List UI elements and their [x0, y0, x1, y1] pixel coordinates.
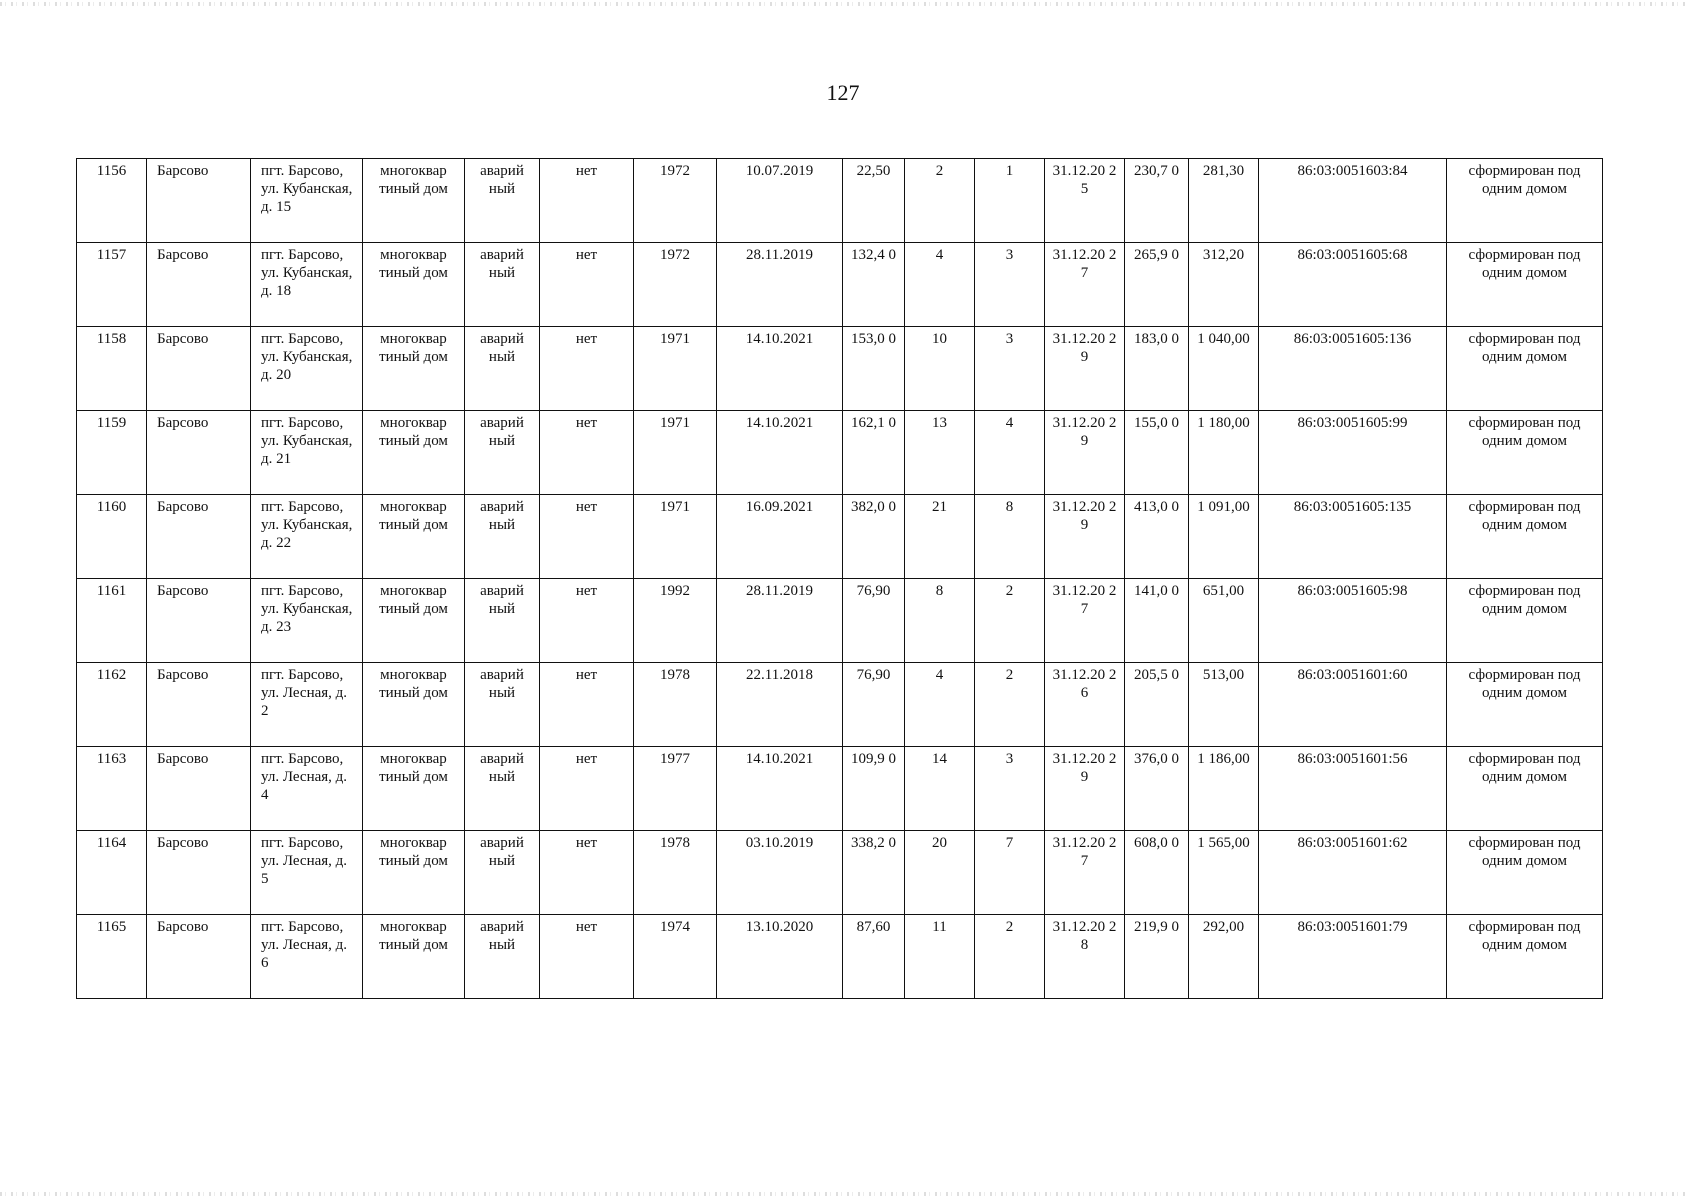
- cell-flag: нет: [540, 747, 634, 831]
- cell-residents: 11: [905, 915, 975, 999]
- cell-address: пгт. Барсово, ул. Кубанская, д. 22: [251, 495, 363, 579]
- table-row: [77, 747, 1603, 831]
- table-row: [77, 915, 1603, 999]
- cell-settlement: Барсово: [147, 579, 251, 663]
- cell-apartments: 3: [975, 747, 1045, 831]
- cell-record-number: 1159: [77, 411, 147, 495]
- cell-building-type: многоквар тиный дом: [363, 747, 465, 831]
- table-row: [77, 243, 1603, 327]
- cell-residents: 8: [905, 579, 975, 663]
- cell-land-status: сформирован под одним домом: [1447, 747, 1603, 831]
- cell-cadastral-number: 86:03:0051605:135: [1259, 495, 1447, 579]
- cell-cost: 513,00: [1189, 663, 1259, 747]
- cell-building-type: многоквар тиный дом: [363, 915, 465, 999]
- cell-address: пгт. Барсово, ул. Лесная, д. 6: [251, 915, 363, 999]
- cell-residents: 10: [905, 327, 975, 411]
- cell-condition: аварий ный: [465, 747, 540, 831]
- cell-land-status: сформирован под одним домом: [1447, 243, 1603, 327]
- table-row: [77, 831, 1603, 915]
- cell-decision-date: 14.10.2021: [717, 411, 843, 495]
- cell-area: 153,0 0: [843, 327, 905, 411]
- cell-flag: нет: [540, 915, 634, 999]
- cell-apartments: 2: [975, 579, 1045, 663]
- cell-apartments: 4: [975, 411, 1045, 495]
- cell-area: 132,4 0: [843, 243, 905, 327]
- cell-land-status: сформирован под одним домом: [1447, 327, 1603, 411]
- cell-deadline: 31.12.20 25: [1045, 159, 1125, 243]
- cell-apartments: 7: [975, 831, 1045, 915]
- cell-condition: аварий ный: [465, 915, 540, 999]
- cell-deadline: 31.12.20 29: [1045, 495, 1125, 579]
- cell-area-total: 141,0 0: [1125, 579, 1189, 663]
- cell-land-status: сформирован под одним домом: [1447, 495, 1603, 579]
- table-row: [77, 159, 1603, 243]
- cell-apartments: 3: [975, 243, 1045, 327]
- cell-building-type: многоквар тиный дом: [363, 159, 465, 243]
- cell-settlement: Барсово: [147, 495, 251, 579]
- cell-address: пгт. Барсово, ул. Кубанская, д. 20: [251, 327, 363, 411]
- cell-apartments: 3: [975, 327, 1045, 411]
- cell-settlement: Барсово: [147, 831, 251, 915]
- cell-record-number: 1165: [77, 915, 147, 999]
- cell-build-year: 1974: [634, 915, 717, 999]
- cell-deadline: 31.12.20 27: [1045, 579, 1125, 663]
- cell-build-year: 1992: [634, 579, 717, 663]
- cell-condition: аварий ный: [465, 663, 540, 747]
- cell-decision-date: 14.10.2021: [717, 327, 843, 411]
- table-row: [77, 663, 1603, 747]
- cell-cost: 1 040,00: [1189, 327, 1259, 411]
- cell-area: 382,0 0: [843, 495, 905, 579]
- cell-area-total: 155,0 0: [1125, 411, 1189, 495]
- cell-settlement: Барсово: [147, 159, 251, 243]
- cell-area-total: 376,0 0: [1125, 747, 1189, 831]
- cell-building-type: многоквар тиный дом: [363, 495, 465, 579]
- cell-settlement: Барсово: [147, 915, 251, 999]
- cell-settlement: Барсово: [147, 663, 251, 747]
- cell-flag: нет: [540, 495, 634, 579]
- cell-flag: нет: [540, 831, 634, 915]
- cell-area-total: 205,5 0: [1125, 663, 1189, 747]
- cell-settlement: Барсово: [147, 243, 251, 327]
- cell-land-status: сформирован под одним домом: [1447, 159, 1603, 243]
- cell-area: 338,2 0: [843, 831, 905, 915]
- registry-body: [77, 159, 1603, 999]
- cell-building-type: многоквар тиный дом: [363, 831, 465, 915]
- cell-condition: аварий ный: [465, 495, 540, 579]
- cell-cadastral-number: 86:03:0051605:99: [1259, 411, 1447, 495]
- cell-deadline: 31.12.20 26: [1045, 663, 1125, 747]
- cell-area-total: 265,9 0: [1125, 243, 1189, 327]
- cell-cadastral-number: 86:03:0051601:60: [1259, 663, 1447, 747]
- cell-flag: нет: [540, 411, 634, 495]
- cell-record-number: 1157: [77, 243, 147, 327]
- cell-area: 22,50: [843, 159, 905, 243]
- cell-build-year: 1972: [634, 243, 717, 327]
- cell-area-total: 219,9 0: [1125, 915, 1189, 999]
- cell-record-number: 1162: [77, 663, 147, 747]
- cell-area-total: 230,7 0: [1125, 159, 1189, 243]
- cell-cadastral-number: 86:03:0051601:56: [1259, 747, 1447, 831]
- cell-address: пгт. Барсово, ул. Лесная, д. 4: [251, 747, 363, 831]
- cell-cost: 312,20: [1189, 243, 1259, 327]
- cell-residents: 14: [905, 747, 975, 831]
- cell-area: 87,60: [843, 915, 905, 999]
- cell-deadline: 31.12.20 29: [1045, 327, 1125, 411]
- cell-record-number: 1164: [77, 831, 147, 915]
- cell-residents: 2: [905, 159, 975, 243]
- cell-land-status: сформирован под одним домом: [1447, 579, 1603, 663]
- cell-land-status: сформирован под одним домом: [1447, 663, 1603, 747]
- cell-decision-date: 13.10.2020: [717, 915, 843, 999]
- cell-settlement: Барсово: [147, 747, 251, 831]
- cell-flag: нет: [540, 243, 634, 327]
- cell-decision-date: 28.11.2019: [717, 579, 843, 663]
- cell-flag: нет: [540, 159, 634, 243]
- cell-cadastral-number: 86:03:0051605:136: [1259, 327, 1447, 411]
- cell-land-status: сформирован под одним домом: [1447, 915, 1603, 999]
- cell-decision-date: 14.10.2021: [717, 747, 843, 831]
- cell-area-total: 608,0 0: [1125, 831, 1189, 915]
- cell-condition: аварий ный: [465, 159, 540, 243]
- cell-residents: 20: [905, 831, 975, 915]
- cell-record-number: 1158: [77, 327, 147, 411]
- cell-residents: 4: [905, 663, 975, 747]
- cell-cost: 1 091,00: [1189, 495, 1259, 579]
- cell-address: пгт. Барсово, ул. Кубанская, д. 15: [251, 159, 363, 243]
- cell-decision-date: 22.11.2018: [717, 663, 843, 747]
- cell-cost: 292,00: [1189, 915, 1259, 999]
- cell-deadline: 31.12.20 29: [1045, 747, 1125, 831]
- cell-building-type: многоквар тиный дом: [363, 579, 465, 663]
- cell-building-type: многоквар тиный дом: [363, 327, 465, 411]
- cell-apartments: 2: [975, 663, 1045, 747]
- cell-decision-date: 03.10.2019: [717, 831, 843, 915]
- cell-cadastral-number: 86:03:0051601:79: [1259, 915, 1447, 999]
- cell-cadastral-number: 86:03:0051605:68: [1259, 243, 1447, 327]
- cell-record-number: 1156: [77, 159, 147, 243]
- cell-residents: 13: [905, 411, 975, 495]
- cell-flag: нет: [540, 327, 634, 411]
- cell-residents: 4: [905, 243, 975, 327]
- cell-build-year: 1977: [634, 747, 717, 831]
- cell-land-status: сформирован под одним домом: [1447, 831, 1603, 915]
- cell-decision-date: 16.09.2021: [717, 495, 843, 579]
- cell-record-number: 1160: [77, 495, 147, 579]
- scan-noise-top: [0, 2, 1686, 6]
- cell-apartments: 2: [975, 915, 1045, 999]
- cell-deadline: 31.12.20 27: [1045, 831, 1125, 915]
- cell-deadline: 31.12.20 27: [1045, 243, 1125, 327]
- cell-cadastral-number: 86:03:0051605:98: [1259, 579, 1447, 663]
- cell-condition: аварий ный: [465, 327, 540, 411]
- table-row: [77, 327, 1603, 411]
- cell-build-year: 1971: [634, 411, 717, 495]
- cell-building-type: многоквар тиный дом: [363, 411, 465, 495]
- cell-condition: аварий ный: [465, 243, 540, 327]
- cell-build-year: 1978: [634, 831, 717, 915]
- cell-area: 76,90: [843, 663, 905, 747]
- cell-address: пгт. Барсово, ул. Кубанская, д. 23: [251, 579, 363, 663]
- cell-address: пгт. Барсово, ул. Лесная, д. 5: [251, 831, 363, 915]
- cell-cadastral-number: 86:03:0051603:84: [1259, 159, 1447, 243]
- cell-decision-date: 28.11.2019: [717, 243, 843, 327]
- cell-cost: 1 565,00: [1189, 831, 1259, 915]
- cell-flag: нет: [540, 663, 634, 747]
- cell-build-year: 1971: [634, 327, 717, 411]
- cell-cost: 1 186,00: [1189, 747, 1259, 831]
- cell-condition: аварий ный: [465, 411, 540, 495]
- cell-land-status: сформирован под одним домом: [1447, 411, 1603, 495]
- cell-apartments: 8: [975, 495, 1045, 579]
- scan-noise-bottom: [0, 1192, 1686, 1196]
- cell-record-number: 1161: [77, 579, 147, 663]
- cell-build-year: 1978: [634, 663, 717, 747]
- table-row: [77, 579, 1603, 663]
- cell-area-total: 183,0 0: [1125, 327, 1189, 411]
- cell-build-year: 1972: [634, 159, 717, 243]
- cell-cost: 281,30: [1189, 159, 1259, 243]
- cell-condition: аварий ный: [465, 579, 540, 663]
- cell-area: 162,1 0: [843, 411, 905, 495]
- cell-cost: 1 180,00: [1189, 411, 1259, 495]
- cell-address: пгт. Барсово, ул. Кубанская, д. 18: [251, 243, 363, 327]
- cell-cost: 651,00: [1189, 579, 1259, 663]
- cell-decision-date: 10.07.2019: [717, 159, 843, 243]
- cell-condition: аварий ный: [465, 831, 540, 915]
- cell-deadline: 31.12.20 29: [1045, 411, 1125, 495]
- cell-record-number: 1163: [77, 747, 147, 831]
- cell-building-type: многоквар тиный дом: [363, 663, 465, 747]
- cell-address: пгт. Барсово, ул. Лесная, д. 2: [251, 663, 363, 747]
- cell-address: пгт. Барсово, ул. Кубанская, д. 21: [251, 411, 363, 495]
- cell-apartments: 1: [975, 159, 1045, 243]
- table-row: [77, 495, 1603, 579]
- housing-registry-table: [76, 158, 1603, 999]
- cell-deadline: 31.12.20 28: [1045, 915, 1125, 999]
- cell-settlement: Барсово: [147, 411, 251, 495]
- cell-build-year: 1971: [634, 495, 717, 579]
- cell-building-type: многоквар тиный дом: [363, 243, 465, 327]
- cell-flag: нет: [540, 579, 634, 663]
- table-row: [77, 411, 1603, 495]
- cell-cadastral-number: 86:03:0051601:62: [1259, 831, 1447, 915]
- cell-area-total: 413,0 0: [1125, 495, 1189, 579]
- cell-settlement: Барсово: [147, 327, 251, 411]
- page-number: 127: [826, 80, 860, 105]
- cell-residents: 21: [905, 495, 975, 579]
- cell-area: 109,9 0: [843, 747, 905, 831]
- cell-area: 76,90: [843, 579, 905, 663]
